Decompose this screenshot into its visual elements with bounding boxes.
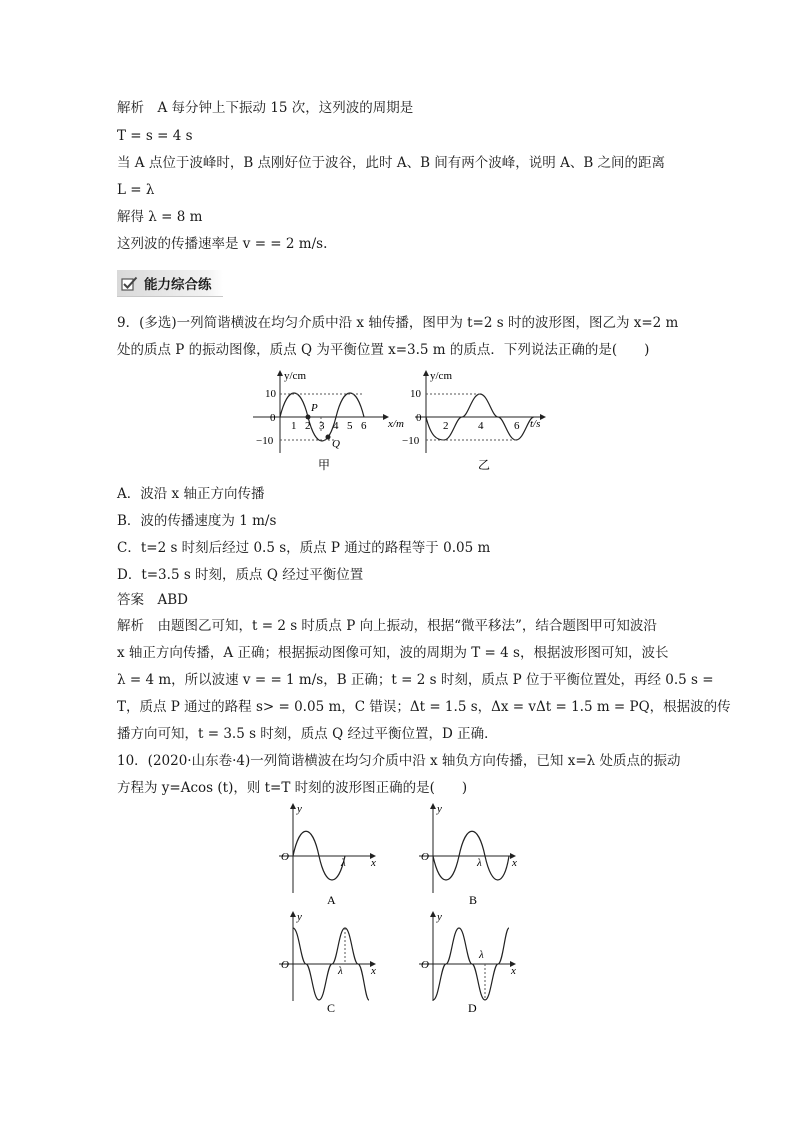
q10-stem-line1: 10．(2020·山东卷·4)一列简谐横波在均匀介质中沿 x 轴负方向传播，已知 x=λ 处质点的振动 [117, 753, 681, 769]
q9-option-d: D．t=3.5 s 时刻，质点 Q 经过平衡位置 [117, 567, 364, 583]
label-p: P [311, 402, 318, 414]
analysis8-line3: 当 A 点位于波峰时，B 点刚好位于波谷，此时 A、B 间有两个波峰，说明 A、B 之间的距离 [117, 155, 666, 171]
graph-caption: D [468, 1001, 477, 1015]
q9-analysis-line5: 播方向可知，t = 3.5 s 时刻，质点 Q 经过平衡位置，D 正确． [117, 726, 498, 742]
analysis8-line1: 解析 A 每分钟上下振动 15 次，这列波的周期是 [117, 100, 414, 116]
q9-answer: 答案 ABD [117, 592, 188, 608]
analysis8-line5: 解得 λ = 8 m [117, 209, 203, 225]
analysis8-line4: L = λ [117, 182, 155, 198]
lambda-label: λ [338, 965, 343, 977]
jia-ytick-neg10: −10 [256, 435, 274, 447]
axis-y-label: y [297, 911, 302, 923]
axis-x-label: x [371, 857, 376, 869]
jia-ytick-10: 10 [265, 388, 276, 400]
jia-xtick-1: 1 [291, 420, 297, 432]
graph-caption: C [327, 1001, 336, 1015]
point-p [306, 415, 311, 420]
jia-caption: 甲 [318, 458, 331, 472]
point-q [326, 435, 331, 440]
jia-xtick-2: 2 [305, 420, 311, 432]
axis-y-label: y [297, 803, 302, 815]
q9-analysis-line2: x 轴正方向传播，A 正确；根据振动图像可知，波的周期为 T = 4 s，根据波形图可知，波长 [117, 645, 669, 661]
origin-label: O [421, 851, 429, 863]
lambda-label: λ [341, 857, 346, 869]
axis-y-label: y [437, 911, 442, 923]
label-q: Q [332, 438, 340, 450]
q9-analysis-line3: λ = 4 m，所以波速 v = = 1 m/s，B 正确；t = 2 s 时刻，质点 P 位于平衡位置处，再经 0.5 s = [117, 672, 714, 688]
q10-stem-line2: 方程为 y=Acos (t)，则 t=T 时刻的波形图正确的是( ) [117, 780, 468, 796]
origin-label: O [421, 959, 429, 971]
q10-graph-d [415, 906, 525, 1016]
axis-x-label: x [371, 965, 376, 977]
jia-ytick-0: 0 [270, 412, 276, 424]
yi-xtick-4: 4 [478, 420, 484, 432]
q9-analysis-line4: T，质点 P 通过的路程 s> = 0.05 m，C 错误；Δt = 1.5 s，Δx = vΔt = 1.5 m = PQ，根据波的传 [117, 699, 731, 715]
axis-x-label: x [511, 965, 516, 977]
figure-yi-vibration [402, 365, 560, 475]
jia-xtick-5: 5 [347, 420, 353, 432]
graph-caption: B [469, 893, 478, 907]
figure-jia-waveform [248, 365, 418, 475]
graph-caption: A [327, 893, 336, 907]
q9-analysis-line1: 解析 由题图乙可知，t = 2 s 时质点 P 向上振动，根据“微平移法”，结合题图甲可知波沿 [117, 618, 657, 634]
q9-option-a: A．波沿 x 轴正方向传播 [117, 486, 265, 502]
jia-xlabel: x/m [388, 418, 404, 430]
origin-label: O [281, 959, 289, 971]
q10-graph-a [275, 798, 385, 908]
jia-ylabel: y/cm [284, 370, 306, 382]
yi-ytick-neg10: −10 [402, 435, 420, 447]
axis-y-label: y [437, 803, 442, 815]
lambda-label: λ [477, 857, 482, 869]
origin-label: O [281, 851, 289, 863]
q9-stem-line2: 处的质点 P 的振动图像，质点 Q 为平衡位置 x=3.5 m 的质点．下列说法正确的是( ) [117, 342, 650, 358]
jia-xtick-6: 6 [361, 420, 367, 432]
jia-xtick-4: 4 [333, 420, 339, 432]
checkbox-check-icon [121, 276, 138, 291]
yi-xtick-6: 6 [514, 420, 520, 432]
section-header [117, 270, 212, 296]
analysis8-line6: 这列波的传播速率是 v = = 2 m/s. [117, 236, 328, 252]
q9-option-b: B．波的传播速度为 1 m/s [117, 513, 277, 529]
section-title: 能力综合练 [144, 277, 212, 293]
yi-ytick-0: 0 [416, 412, 422, 424]
q10-graph-c [275, 906, 385, 1016]
q9-stem-line1: 9．(多选)一列简谐横波在均匀介质中沿 x 轴传播，图甲为 t=2 s 时的波形图，图乙为 x=2 m [117, 315, 679, 331]
q10-graph-b [415, 798, 525, 908]
jia-xtick-3: 3 [319, 420, 325, 432]
analysis8-line2: T = s = 4 s [117, 128, 193, 144]
yi-caption: 乙 [478, 458, 491, 472]
yi-xtick-2: 2 [443, 420, 449, 432]
yi-ytick-10: 10 [410, 388, 421, 400]
yi-ylabel: y/cm [430, 370, 452, 382]
lambda-label: λ [479, 949, 484, 961]
axis-x-label: x [512, 857, 517, 869]
q9-option-c: C．t=2 s 时刻后经过 0.5 s，质点 P 通过的路程等于 0.05 m [117, 540, 491, 556]
yi-xlabel: t/s [530, 418, 541, 430]
